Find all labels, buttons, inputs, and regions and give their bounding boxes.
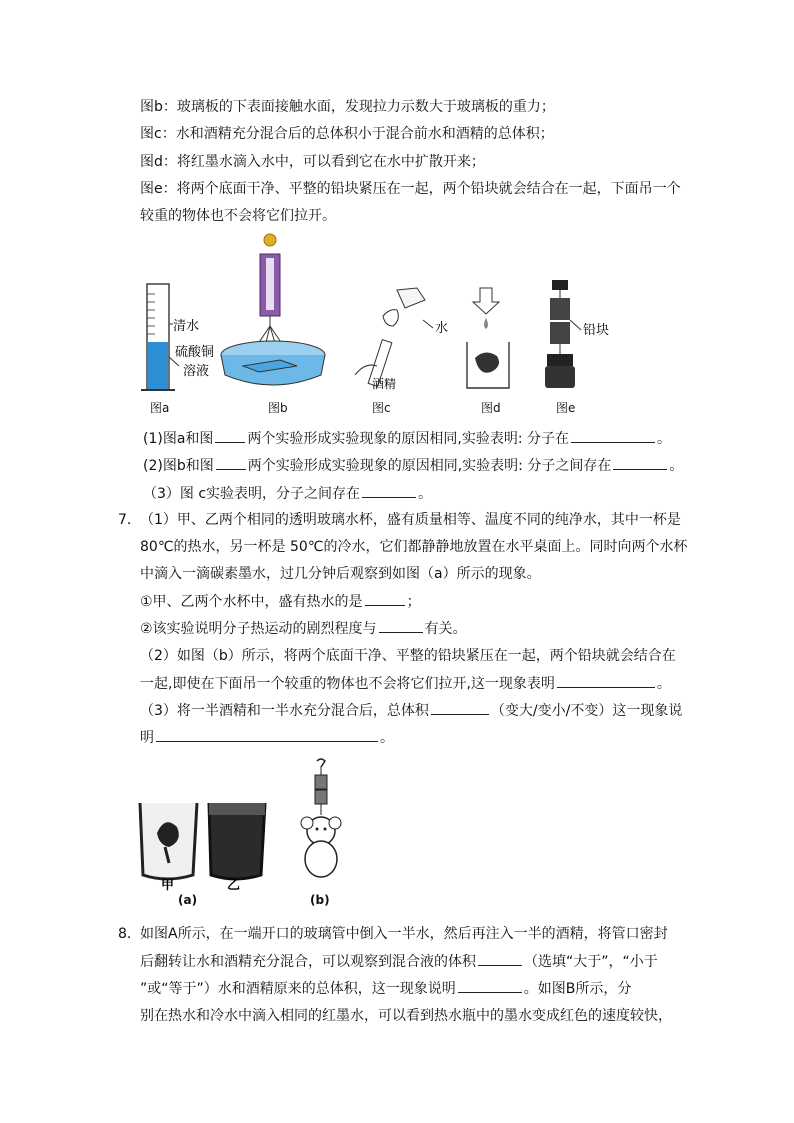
q7-line-5-a: ②该实验说明分子热运动的剧烈程度与 <box>140 621 377 637</box>
q8-line-2-b: （选填“大于”，“小于 <box>524 954 658 970</box>
answer-blank[interactable] <box>478 951 522 966</box>
q7-line-4 <box>140 591 421 612</box>
question-number-7: 7． <box>118 512 141 528</box>
label-lead: 铅块 <box>583 323 610 338</box>
answer-blank[interactable] <box>156 727 378 742</box>
caption-fig-a: 图a <box>150 401 170 415</box>
q8-line-3-b: 。如图B所示，分 <box>523 981 632 997</box>
lead-blocks-toy <box>301 759 341 877</box>
q6-part3 <box>143 483 432 504</box>
q7-line-4-a: ①甲、乙两个水杯中，盛有热水的是 <box>140 594 363 610</box>
label-clear-water: 清水 <box>173 319 200 334</box>
label-jia: 甲 <box>161 878 175 893</box>
q8-line-4: 别在热水和冷水中滴入相同的红墨水，可以看到热水瓶中的墨水变成红色的速度较快， <box>140 1008 672 1024</box>
q7-line-3: 中滴入一滴碳素墨水，过几分钟后观察到如图（a）所示的现象。 <box>140 566 541 582</box>
q7-line-7-a: 一起,即使在下面吊一个较重的物体也不会将它们拉开,这一现象表明 <box>140 676 555 692</box>
q8-line-3-a: ”或“等于”）水和酒精原来的总体积，这一现象说明 <box>140 981 456 997</box>
answer-blank[interactable] <box>557 673 655 688</box>
answer-blank[interactable] <box>362 483 416 498</box>
q6-part1-c: 。 <box>657 431 672 447</box>
q6-part2-b: 两个实验形成实验现象的原因相同,实验表明: 分子之间存在 <box>247 458 612 474</box>
experiment-figure-2 <box>135 755 365 895</box>
q8-line-3 <box>140 978 631 999</box>
q7-line-5 <box>140 618 467 639</box>
q7-line-2: 80℃的热水，另一杯是 50℃的冷水，它们都静静地放置在水平桌面上。同时向两个水杯 <box>140 539 688 555</box>
label-yi: 乙 <box>227 878 241 893</box>
caption-fig-c: 图c <box>372 401 391 415</box>
q7-line-5-b: 有关。 <box>424 621 467 637</box>
q7-line-9-b: 。 <box>380 730 394 746</box>
label-water-c: 水 <box>435 321 449 336</box>
graduated-cylinder-figure <box>141 284 179 390</box>
caption-fig-e: 图e <box>556 401 576 415</box>
q8-line-2-a: 后翻转让水和酒精充分混合，可以观察到混合液的体积 <box>140 954 476 970</box>
q6-part3-a: （3）图 c实验表明，分子之间存在 <box>143 486 361 502</box>
cup-jia <box>140 803 197 879</box>
ink-beaker-figure <box>467 288 509 388</box>
question-number-8: 8． <box>118 926 141 942</box>
answer-blank[interactable] <box>458 978 522 993</box>
q6-part2-a: (2)图b和图 <box>143 458 214 474</box>
q8-line-1: 如图A所示，在一端开口的玻璃管中倒入一半水，然后再注入一半的酒精，将管口密封 <box>140 926 668 942</box>
caption-fig-b: 图b <box>268 401 288 415</box>
label-alcohol: 酒精 <box>372 377 397 391</box>
answer-blank[interactable] <box>431 700 489 715</box>
q6-part2-c: 。 <box>669 458 684 474</box>
q6-part1 <box>143 428 671 449</box>
intro-line-d: 图d：将红墨水滴入水中，可以看到它在水中扩散开来； <box>140 154 485 170</box>
q7-line-8 <box>140 700 682 721</box>
experiment-figure-1 <box>135 230 655 400</box>
answer-blank[interactable] <box>571 428 655 443</box>
intro-line-e1: 图e：将两个底面干净、平整的铅块紧压在一起，两个铅块就会结合在一起，下面吊一个 <box>140 181 681 197</box>
q7-line-8-a: （3）将一半酒精和一半水充分混合后，总体积 <box>140 703 429 719</box>
q7-line-1: （1）甲、乙两个相同的透明玻璃水杯，盛有质量相等、温度不同的纯净水，其中一杯是 <box>140 512 681 528</box>
label-b: (b) <box>310 893 330 907</box>
q6-part2 <box>143 455 683 476</box>
caption-fig-d: 图d <box>481 401 501 415</box>
lead-blocks-figure <box>545 280 581 388</box>
label-copper-sulfate: 硫酸铜 <box>175 345 215 360</box>
q8-line-2 <box>140 951 658 972</box>
q7-line-7-b: 。 <box>656 676 671 692</box>
answer-blank[interactable] <box>379 618 423 633</box>
answer-blank[interactable] <box>215 428 245 443</box>
answer-blank[interactable] <box>613 455 667 470</box>
cup-yi <box>209 803 265 879</box>
pouring-figure <box>355 288 433 386</box>
q7-line-7 <box>140 673 671 694</box>
spring-scale-basin-figure <box>221 234 325 385</box>
answer-blank[interactable] <box>365 591 405 606</box>
q6-part1-a: (1)图a和图 <box>143 431 214 447</box>
q6-part3-b: 。 <box>418 486 433 502</box>
intro-line-b: 图b：玻璃板的下表面接触水面，发现拉力示数大于玻璃板的重力； <box>140 99 555 115</box>
intro-line-e2: 较重的物体也不会将它们拉开。 <box>140 208 336 224</box>
q7-line-8-b: （变大/变小/不变）这一现象说 <box>490 703 683 719</box>
q7-line-6: （2）如图（b）所示，将两个底面干净、平整的铅块紧压在一起，两个铅块就会结合在 <box>140 648 676 664</box>
label-solution: 溶液 <box>183 364 210 379</box>
answer-blank[interactable] <box>216 455 246 470</box>
q7-line-9-a: 明 <box>140 730 154 746</box>
intro-line-c: 图c：水和酒精充分混合后的总体积小于混合前水和酒精的总体积； <box>140 126 554 142</box>
q7-line-9 <box>140 727 394 748</box>
label-a: (a) <box>178 893 198 907</box>
q7-line-4-b: ； <box>406 594 421 610</box>
q6-part1-b: 两个实验形成实验现象的原因相同,实验表明: 分子在 <box>247 431 570 447</box>
